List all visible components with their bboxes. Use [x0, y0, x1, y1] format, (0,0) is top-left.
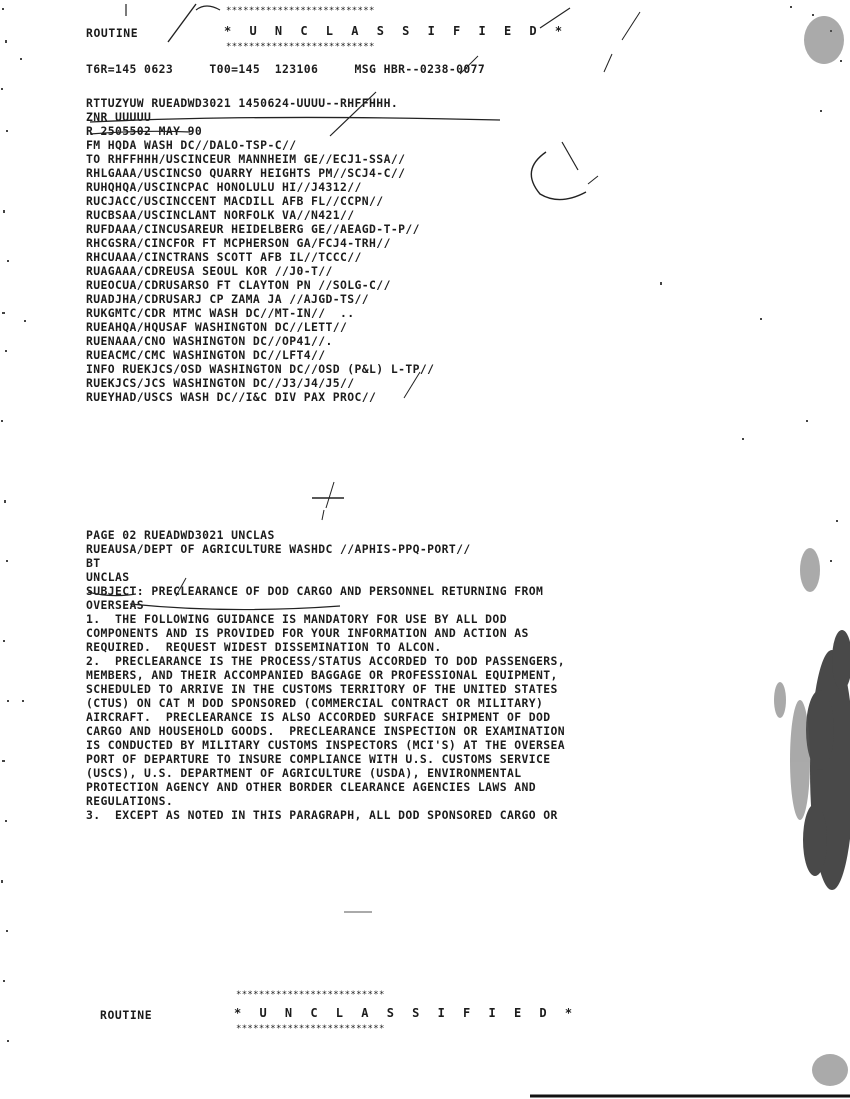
body-line: PROTECTION AGENCY AND OTHER BORDER CLEARANCE AGENCIES LAWS AND: [86, 780, 536, 794]
page-two-line: BT: [86, 556, 101, 570]
routing-line: RUCJACC/USCINCCENT MACDILL AFB FL//CCPN//: [86, 194, 384, 208]
header-routine-label: ROUTINE: [86, 26, 139, 40]
routing-line: RUAGAAA/CDREUSA SEOUL KOR //J0-T//: [86, 264, 333, 278]
body-line: SCHEDULED TO ARRIVE IN THE CUSTOMS TERRITORY OF THE UNITED STATES: [86, 682, 558, 696]
footer-routine-label: ROUTINE: [100, 1008, 153, 1022]
routing-line: RUEYHAD/USCS WASH DC//I&C DIV PAX PROC//: [86, 390, 377, 404]
routing-line: RUFDAAA/CINCUSAREUR HEIDELBERG GE//AEAGD-T-P//: [86, 222, 420, 236]
body-line: REQUIRED. REQUEST WIDEST DISSEMINATION TO ALCON.: [86, 640, 442, 654]
pen-bracket: [531, 152, 586, 200]
subject-line: SUBJECT: PRECLEARANCE OF DOD CARGO AND PERSONNEL RETURNING FROM: [86, 584, 544, 598]
page-two-line: UNCLAS: [86, 570, 130, 584]
header-stars-bottom: **************************: [226, 42, 375, 52]
routing-line: INFO RUEKJCS/OSD WASHINGTON DC//OSD (P&L) L-TP//: [86, 362, 435, 376]
routing-line: TO RHFFHHH/USCINCEUR MANNHEIM GE//ECJ1-SSA//: [86, 152, 406, 166]
routing-line: RUCBSAA/USCINCLANT NORFOLK VA//N421//: [86, 208, 355, 222]
header-dtg-line: T6R=145 0623 T00=145 123106 MSG HBR--0238-0077: [86, 62, 486, 76]
pen-stroke-header: [622, 12, 640, 40]
body-line: REGULATIONS.: [86, 794, 174, 808]
routing-line: RUKGMTC/CDR MTMC WASH DC//MT-IN// ..: [86, 306, 355, 320]
routing-line: RUADJHA/CDRUSARJ CP ZAMA JA //AJGD-TS//: [86, 292, 370, 306]
body-line: (CTUS) ON CAT M DOD SPONSORED (COMMERCIAL CONTRACT OR MILITARY): [86, 696, 544, 710]
page-two-line: RUEAUSA/DEPT OF AGRICULTURE WASHDC //APHIS-PPQ-PORT//: [86, 542, 471, 556]
pen-stroke-routing: [562, 142, 578, 170]
routing-line: RHCUAAA/CINCTRANS SCOTT AFB IL//TCCC//: [86, 250, 362, 264]
routing-line: RUEOCUA/CDRUSARSO FT CLAYTON PN //SOLG-C//: [86, 278, 391, 292]
pen-stroke-header: [196, 6, 220, 10]
body-line: MEMBERS, AND THEIR ACCOMPANIED BAGGAGE OR PROFESSIONAL EQUIPMENT,: [86, 668, 558, 682]
routing-line: RTTUZYUW RUEADWD3021 1450624-UUUU--RHFFHHH.: [86, 96, 399, 110]
routing-line: ZNR UUUUU: [86, 110, 152, 124]
body-line: AIRCRAFT. PRECLEARANCE IS ALSO ACCORDED SURFACE SHIPMENT OF DOD: [86, 710, 551, 724]
routing-line: RUENAAA/CNO WASHINGTON DC//OP41//.: [86, 334, 333, 348]
pen-stroke-header: [604, 54, 612, 72]
body-line: 2. PRECLEARANCE IS THE PROCESS/STATUS ACCORDED TO DOD PASSENGERS,: [86, 654, 566, 668]
pen-stroke-divider: [326, 482, 334, 508]
footer-classification: * U N C L A S S I F I E D *: [234, 1006, 578, 1020]
footer-stars-top: **************************: [236, 990, 385, 1000]
pen-stroke-routing: [588, 176, 598, 184]
pen-stroke-divider: [322, 510, 324, 520]
routing-line: RUEKJCS/JCS WASHINGTON DC//J3/J4/J5//: [86, 376, 355, 390]
body-line: 3. EXCEPT AS NOTED IN THIS PARAGRAPH, ALL DOD SPONSORED CARGO OR: [86, 808, 558, 822]
routing-line: R 2505502 MAY 90: [86, 124, 203, 138]
routing-line: RUEAHQA/HQUSAF WASHINGTON DC//LETT//: [86, 320, 348, 334]
body-line: COMPONENTS AND IS PROVIDED FOR YOUR INFORMATION AND ACTION AS: [86, 626, 529, 640]
body-line: 1. THE FOLLOWING GUIDANCE IS MANDATORY FOR USE BY ALL DOD: [86, 612, 507, 626]
body-line: IS CONDUCTED BY MILITARY CUSTOMS INSPECTORS (MCI'S) AT THE OVERSEA: [86, 738, 566, 752]
subject-line: OVERSEAS: [86, 598, 145, 612]
page-two-line: PAGE 02 RUEADWD3021 UNCLAS: [86, 528, 275, 542]
header-stars-top: **************************: [226, 6, 375, 16]
header-classification: * U N C L A S S I F I E D *: [224, 24, 568, 38]
body-line: CARGO AND HOUSEHOLD GOODS. PRECLEARANCE INSPECTION OR EXAMINATION: [86, 724, 566, 738]
routing-line: RHCGSRA/CINCFOR FT MCPHERSON GA/FCJ4-TRH//: [86, 236, 391, 250]
routing-line: FM HQDA WASH DC//DALO-TSP-C//: [86, 138, 297, 152]
footer-stars-bottom: **************************: [236, 1024, 385, 1034]
routing-line: RHLGAAA/USCINCSO QUARRY HEIGHTS PM//SCJ4-C//: [86, 166, 406, 180]
pen-underline-routing: [90, 117, 500, 122]
pen-stroke-header: [168, 4, 196, 42]
body-line: (USCS), U.S. DEPARTMENT OF AGRICULTURE (USDA), ENVIRONMENTAL: [86, 766, 522, 780]
body-line: PORT OF DEPARTURE TO INSURE COMPLIANCE WITH U.S. CUSTOMS SERVICE: [86, 752, 551, 766]
pen-underline-subject: [130, 604, 340, 610]
routing-line: RUEACMC/CMC WASHINGTON DC//LFT4//: [86, 348, 326, 362]
routing-line: RUHQHQA/USCINCPAC HONOLULU HI//J4312//: [86, 180, 362, 194]
